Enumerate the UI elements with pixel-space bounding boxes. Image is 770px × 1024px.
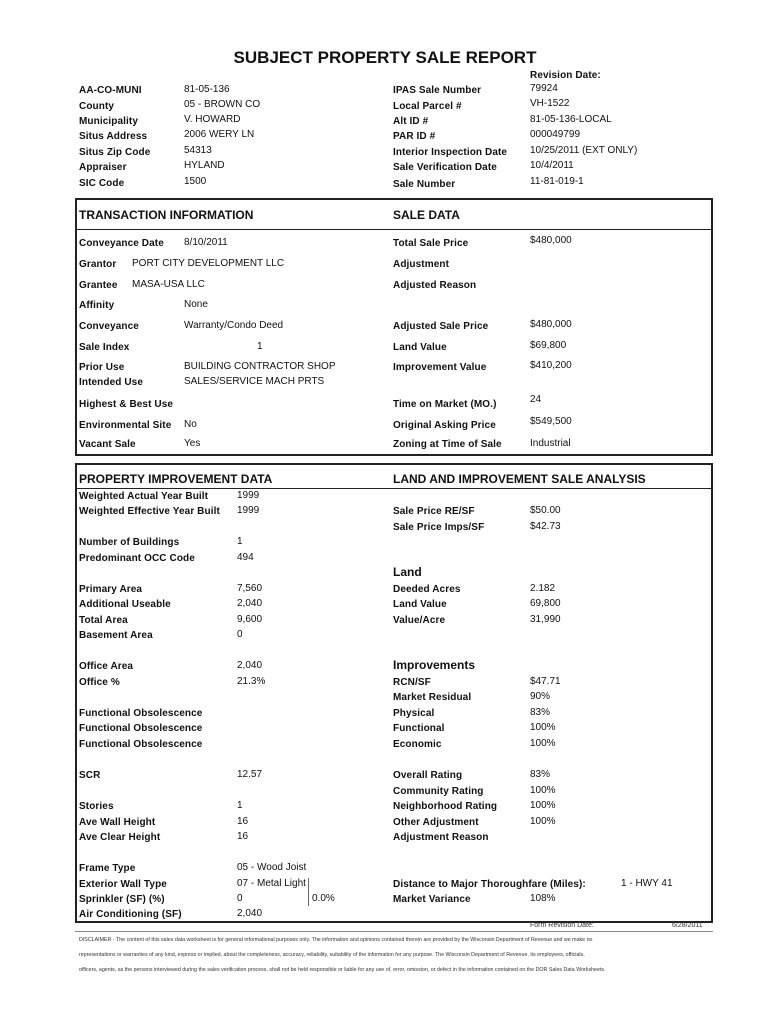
- adjustment-label: Adjustment: [393, 259, 449, 270]
- improvement-divider: [75, 488, 713, 489]
- par-id-value: 000049799: [530, 129, 581, 140]
- primary-area-value: 7,560: [237, 583, 263, 594]
- vacant-sale-label: Vacant Sale: [79, 439, 136, 450]
- local-parcel-label: Local Parcel #: [393, 101, 462, 112]
- additional-useable-value: 2,040: [237, 598, 263, 609]
- wall-height-label: Ave Wall Height: [79, 817, 156, 828]
- disclaimer-line-3: officers, agents, as the persons interviewed during the sales verification process, shall not be held responsible or liable for any use of, error, omission, or defect in the information contained on the DOR Sales Data Worksheets.: [79, 967, 606, 973]
- air-conditioning-value: 2,040: [237, 908, 263, 919]
- land-value-label: Land Value: [393, 342, 447, 353]
- market-variance-label: Market Variance: [393, 894, 471, 905]
- office-area-value: 2,040: [237, 660, 263, 671]
- zoning-label: Zoning at Time of Sale: [393, 439, 502, 450]
- prior-use-value: BUILDING CONTRACTOR SHOP: [184, 361, 336, 372]
- situs-zip-label: Situs Zip Code: [79, 147, 151, 158]
- stories-value: 1: [237, 800, 243, 811]
- ipas-sale-number-value: 79924: [530, 83, 558, 94]
- aa-co-muni-value: 81-05-136: [184, 84, 230, 95]
- sprinkler-label: Sprinkler (SF) (%): [79, 894, 165, 905]
- other-adjustment-label: Other Adjustment: [393, 817, 479, 828]
- analysis-land-value-value: 69,800: [530, 598, 561, 609]
- transaction-heading: TRANSACTION INFORMATION: [79, 208, 254, 222]
- market-residual-label: Market Residual: [393, 692, 472, 703]
- additional-useable-label: Additional Useable: [79, 599, 171, 610]
- deeded-acres-label: Deeded Acres: [393, 584, 461, 595]
- land-subheading: Land: [393, 565, 422, 579]
- sale-number-value: 11-81-019-1: [530, 176, 584, 187]
- neighborhood-rating-label: Neighborhood Rating: [393, 801, 498, 812]
- functional-obsolescence-1-label: Functional Obsolescence: [79, 708, 203, 719]
- deeded-acres-value: 2.182: [530, 583, 556, 594]
- interior-inspection-label: Interior Inspection Date: [393, 147, 508, 158]
- alt-id-value: 81-05-136-LOCAL: [530, 114, 612, 125]
- economic-label: Economic: [393, 739, 442, 750]
- form-revision-date: 6/28/2011: [672, 922, 703, 929]
- office-pct-value: 21.3%: [237, 676, 266, 687]
- time-on-market-value: 24: [530, 394, 542, 405]
- basement-area-label: Basement Area: [79, 630, 153, 641]
- frame-type-label: Frame Type: [79, 863, 136, 874]
- distance-label: Distance to Major Thoroughfare (Miles):: [393, 879, 586, 890]
- appraiser-label: Appraiser: [79, 162, 127, 173]
- revision-date-label: Revision Date:: [530, 70, 601, 81]
- affinity-label: Affinity: [79, 300, 115, 311]
- par-id-label: PAR ID #: [393, 131, 436, 142]
- community-rating-value: 100%: [530, 785, 556, 796]
- air-conditioning-label: Air Conditioning (SF): [79, 909, 182, 920]
- sale-index-value: 1: [257, 341, 263, 352]
- sale-price-re-sf-value: $50.00: [530, 505, 561, 516]
- sic-code-label: SIC Code: [79, 178, 125, 189]
- affinity-value: None: [184, 299, 208, 310]
- office-area-label: Office Area: [79, 661, 134, 672]
- environmental-site-label: Environmental Site: [79, 420, 172, 431]
- alt-id-label: Alt ID #: [393, 116, 429, 127]
- scr-value: 12.57: [237, 769, 263, 780]
- value-acre-label: Value/Acre: [393, 615, 446, 626]
- county-label: County: [79, 101, 115, 112]
- conveyance-date-label: Conveyance Date: [79, 238, 164, 249]
- functional-value: 100%: [530, 722, 556, 733]
- local-parcel-value: VH-1522: [530, 98, 570, 109]
- improvement-heading: PROPERTY IMPROVEMENT DATA: [79, 472, 273, 486]
- conveyance-label: Conveyance: [79, 321, 139, 332]
- situs-zip-value: 54313: [184, 145, 212, 156]
- adjustment-reason-label: Adjustment Reason: [393, 832, 489, 843]
- wall-height-value: 16: [237, 816, 249, 827]
- sprinkler-value: 0: [237, 893, 243, 904]
- rcn-sf-value: $47.71: [530, 676, 561, 687]
- conveyance-value: Warranty/Condo Deed: [184, 320, 284, 331]
- adjusted-sale-price-label: Adjusted Sale Price: [393, 321, 489, 332]
- total-sale-price-label: Total Sale Price: [393, 238, 469, 249]
- page-title: SUBJECT PROPERTY SALE REPORT: [233, 48, 537, 67]
- frame-type-value: 05 - Wood Joist: [237, 862, 307, 873]
- functional-obsolescence-2-label: Functional Obsolescence: [79, 723, 203, 734]
- sale-verification-label: Sale Verification Date: [393, 162, 497, 173]
- number-of-buildings-value: 1: [237, 536, 243, 547]
- distance-value: 1 - HWY 41: [621, 878, 673, 889]
- functional-label: Functional: [393, 723, 445, 734]
- scr-label: SCR: [79, 770, 101, 781]
- transaction-divider: [75, 229, 713, 230]
- exterior-wall-label: Exterior Wall Type: [79, 879, 167, 890]
- grantor-value: PORT CITY DEVELOPMENT LLC: [132, 258, 285, 269]
- sale-data-heading: SALE DATA: [393, 208, 460, 222]
- original-asking-price-value: $549,500: [530, 416, 572, 427]
- physical-value: 83%: [530, 707, 551, 718]
- prior-use-label: Prior Use: [79, 362, 125, 373]
- conveyance-date-value: 8/10/2011: [184, 237, 228, 248]
- market-variance-value: 108%: [530, 893, 556, 904]
- grantee-value: MASA-USA LLC: [132, 279, 205, 290]
- community-rating-label: Community Rating: [393, 786, 484, 797]
- occ-code-label: Predominant OCC Code: [79, 553, 195, 564]
- ipas-sale-number-label: IPAS Sale Number: [393, 85, 482, 96]
- time-on-market-label: Time on Market (MO.): [393, 399, 497, 410]
- clear-height-value: 16: [237, 831, 249, 842]
- analysis-land-value-label: Land Value: [393, 599, 447, 610]
- analysis-heading: LAND AND IMPROVEMENT SALE ANALYSIS: [393, 472, 646, 486]
- physical-label: Physical: [393, 708, 435, 719]
- grantee-label: Grantee: [79, 280, 118, 291]
- sale-number-label: Sale Number: [393, 179, 456, 190]
- economic-value: 100%: [530, 738, 556, 749]
- appraiser-value: HYLAND: [184, 160, 225, 171]
- adjusted-reason-label: Adjusted Reason: [393, 280, 477, 291]
- intended-use-label: Intended Use: [79, 377, 143, 388]
- disclaimer-line-2: representations or warranties of any kind, express or implied, about the completeness, accuracy, reliability, suitability of the information for any purpose. The Wisconsin Department of Revenue, its employees, officials,: [79, 952, 585, 958]
- total-area-label: Total Area: [79, 615, 128, 626]
- market-residual-value: 90%: [530, 691, 551, 702]
- overall-rating-value: 83%: [530, 769, 551, 780]
- overall-rating-label: Overall Rating: [393, 770, 463, 781]
- sprinkler-divider: [308, 878, 309, 906]
- year-built-label: Weighted Actual Year Built: [79, 491, 209, 502]
- value-acre-value: 31,990: [530, 614, 561, 625]
- exterior-wall-value: 07 - Metal Light: [237, 878, 306, 889]
- total-area-value: 9,600: [237, 614, 263, 625]
- occ-code-value: 494: [237, 552, 254, 563]
- functional-obsolescence-3-label: Functional Obsolescence: [79, 739, 203, 750]
- sale-index-label: Sale Index: [79, 342, 130, 353]
- original-asking-price-label: Original Asking Price: [393, 420, 496, 431]
- situs-address-value: 2006 WERY LN: [184, 129, 255, 140]
- intended-use-value: SALES/SERVICE MACH PRTS: [184, 376, 325, 387]
- number-of-buildings-label: Number of Buildings: [79, 537, 180, 548]
- improvements-subheading: Improvements: [393, 658, 476, 672]
- situs-address-label: Situs Address: [79, 131, 148, 142]
- disclaimer-line-1: DISCLAIMER - The content of this sales data worksheet is for general informational purposes only. The information and opinions contained therein are provided by the Wisconsin Department of Revenue and we make no: [79, 937, 593, 943]
- form-revision-label: Form Revision Date:: [530, 922, 594, 929]
- improvement-value-label: Improvement Value: [393, 362, 487, 373]
- county-value: 05 - BROWN CO: [184, 99, 261, 110]
- primary-area-label: Primary Area: [79, 584, 143, 595]
- adjusted-sale-price-value: $480,000: [530, 319, 572, 330]
- sic-code-value: 1500: [184, 176, 207, 187]
- aa-co-muni-label: AA-CO-MUNI: [79, 85, 142, 96]
- sale-price-re-sf-label: Sale Price RE/SF: [393, 506, 475, 517]
- stories-label: Stories: [79, 801, 114, 812]
- sale-price-imps-sf-label: Sale Price Imps/SF: [393, 522, 485, 533]
- basement-area-value: 0: [237, 629, 243, 640]
- sprinkler-pct-value: 0.0%: [312, 893, 335, 904]
- vacant-sale-value: Yes: [184, 438, 201, 449]
- other-adjustment-value: 100%: [530, 816, 556, 827]
- year-built-value: 1999: [237, 490, 260, 501]
- zoning-value: Industrial: [530, 438, 571, 449]
- interior-inspection-value: 10/25/2011 (EXT ONLY): [530, 145, 638, 156]
- improvement-value-value: $410,200: [530, 360, 572, 371]
- rcn-sf-label: RCN/SF: [393, 677, 431, 688]
- effective-year-label: Weighted Effective Year Built: [79, 506, 220, 517]
- environmental-site-value: No: [184, 419, 197, 430]
- sale-price-imps-sf-value: $42.73: [530, 521, 561, 532]
- municipality-label: Municipality: [79, 116, 138, 127]
- total-sale-price-value: $480,000: [530, 235, 572, 246]
- neighborhood-rating-value: 100%: [530, 800, 556, 811]
- grantor-label: Grantor: [79, 259, 117, 270]
- highest-best-use-label: Highest & Best Use: [79, 399, 174, 410]
- land-value-value: $69,800: [530, 340, 567, 351]
- office-pct-label: Office %: [79, 677, 120, 688]
- sale-verification-value: 10/4/2011: [530, 160, 574, 171]
- footer-rule: [75, 931, 713, 932]
- clear-height-label: Ave Clear Height: [79, 832, 161, 843]
- municipality-value: V. HOWARD: [184, 114, 241, 125]
- effective-year-value: 1999: [237, 505, 260, 516]
